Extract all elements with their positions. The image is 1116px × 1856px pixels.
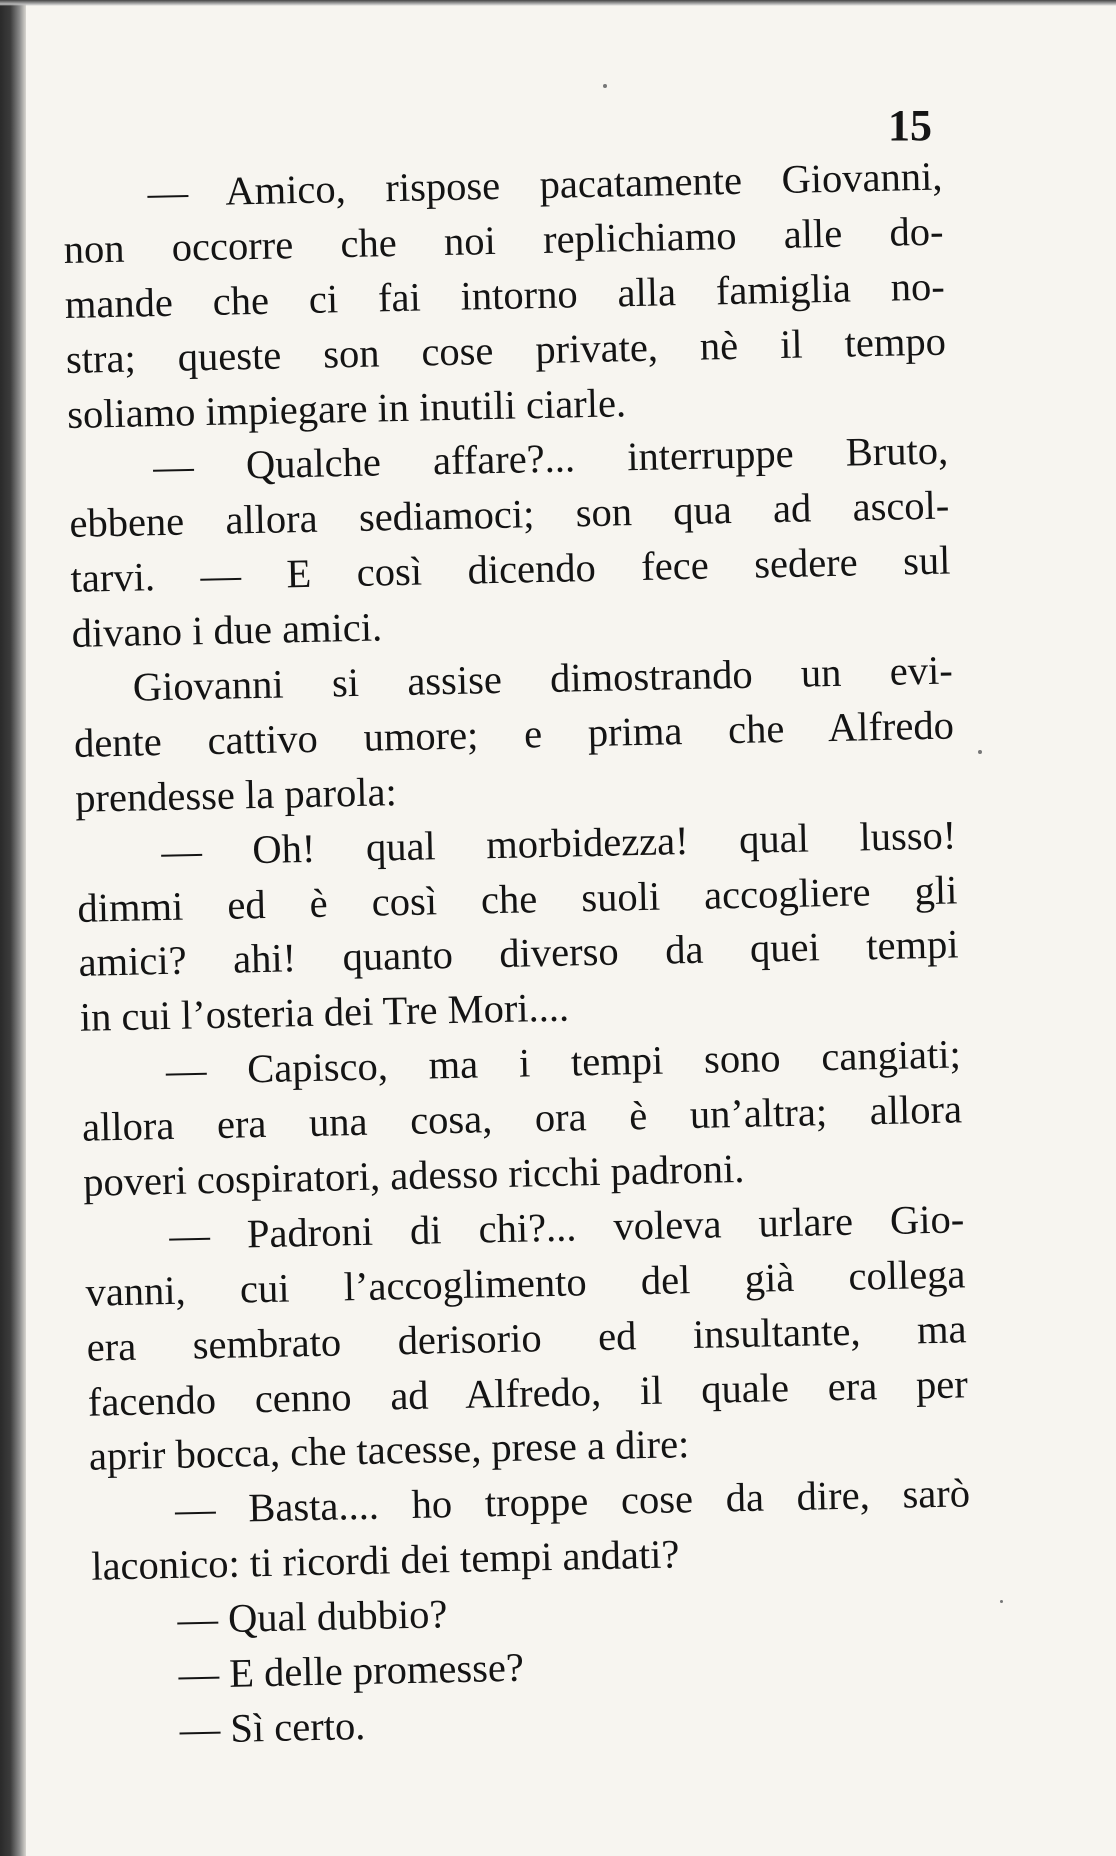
text-line: amici? ahi! quanto diverso da quei tempi <box>78 921 959 986</box>
text-line: mande che ci fai intorno alla famiglia no- <box>64 263 946 327</box>
text-line: — Sì certo. <box>179 1702 366 1752</box>
text-line: soliamo impiegare in inutili ciarle. <box>66 379 627 437</box>
text-line: — Basta.... ho troppe cose da dire, sarò <box>174 1470 971 1533</box>
book-spine-shadow <box>0 0 26 1856</box>
text-line: era sembrato derisorio ed insultante, ma <box>86 1306 967 1370</box>
text-line: facendo cenno ad Alfredo, il quale era per <box>87 1360 969 1425</box>
text-line: prendesse la parola: <box>74 768 398 821</box>
text-line: allora era una cosa, ora è un’altra; allora <box>81 1086 963 1150</box>
text-line: tarvi. — E così dicendo fece sedere sul <box>70 537 951 602</box>
text-line: stra; queste son cose private, nè il tempo <box>65 318 947 382</box>
text-line: — Oh! qual morbidezza! qual lusso! <box>160 812 957 874</box>
page-body-text <box>62 150 975 1760</box>
text-line: divano i due amici. <box>71 604 383 657</box>
text-line: poveri cospiratori, adesso ricchi padroni. <box>82 1145 745 1205</box>
text-line: dente cattivo umore; e prima che Alfredo <box>73 702 955 766</box>
text-line: — Qualche affare?... interruppe Bruto, <box>152 427 949 490</box>
text-line: vanni, cui l’accoglimento del già collega <box>85 1251 966 1315</box>
text-line: Giovanni si assise dimostrando un evi- <box>132 647 954 710</box>
print-speck <box>603 84 607 88</box>
print-speck <box>978 750 982 754</box>
page-number: 15 <box>888 101 932 150</box>
page-top-edge <box>0 0 1116 6</box>
text-line: — Padroni di chi?... voleva urlare Gio- <box>168 1196 965 1258</box>
text-line: dimmi ed è così che suoli accogliere gli <box>77 866 958 931</box>
text-line: non occorre che noi replichiamo alle do- <box>63 208 944 272</box>
text-line: ebbene allora sediamoci; son qua ad ascol- <box>68 482 950 547</box>
text-line: in cui l’osteria dei Tre Mori.... <box>79 984 570 1041</box>
text-line: — Capisco, ma i tempi sono cangiati; <box>165 1031 962 1094</box>
text-line: laconico: ti ricordi dei tempi andati? <box>90 1531 680 1589</box>
text-line: — E delle promesse? <box>178 1644 525 1697</box>
text-line: aprir bocca, che tacesse, prese a dire: <box>88 1421 690 1480</box>
text-line: — Qual dubbio? <box>176 1591 448 1643</box>
print-speck <box>1000 1600 1003 1603</box>
text-line: — Amico, rispose pacatamente Giovanni, <box>147 153 943 216</box>
